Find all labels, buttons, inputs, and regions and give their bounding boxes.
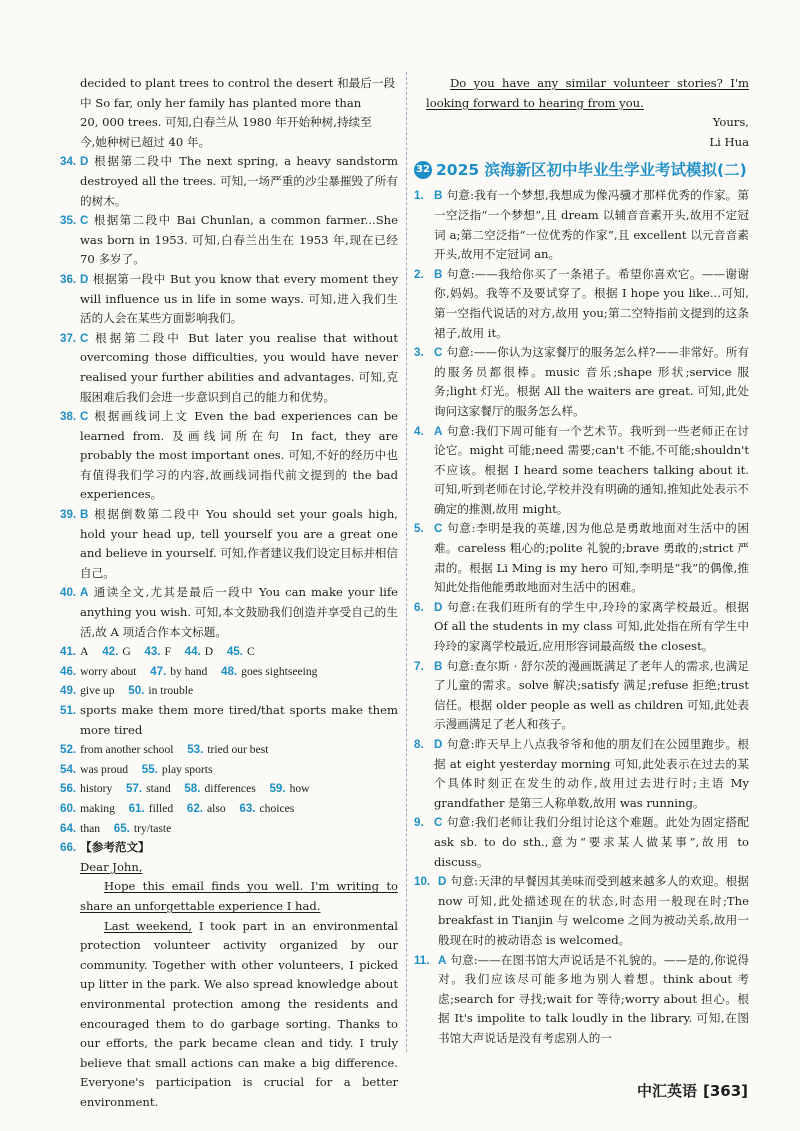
answer-item-4: 4. A 句意:我们下周可能有一个艺术节。我听到一些老师正在讨论它。might 可能;need 需要;can't 不能,不可能;shouldn't 不应该。根据 I heard some teachers talking about it. 可知,听到老师在讨论,学校并没有明确的通知,推知此处表示不确定的推测,故用 might。 — [414, 423, 749, 516]
answer-item-6: 6. D 句意:在我们班所有的学生中,玲玲的家离学校最近。根据 Of all the students in my class 可知,此处指在所有学生中玲玲的家离学校最近,应用形容词最高级 the closest。 — [414, 599, 749, 654]
essay-heading: 66. 【参考范文】 — [60, 840, 150, 855]
publication-name: 中汇英语 — [636, 1082, 697, 1100]
letter-closing: Yours, — [712, 115, 749, 130]
continued-line: 中 So far, only her family has planted more than — [80, 95, 362, 110]
continued-explanation — [60, 74, 398, 152]
answers-row-46-48: 46. worry about 47. by hand 48. goes sightseeing — [60, 664, 318, 678]
answer-item-3: 3. C 句意:——你认为这家餐厅的服务怎么样?——非常好。所有的服务员都很棒。music 音乐;shape 形状;service 服务;light 灯光。根据 All the waiters are great. 可知,此处询问这家餐厅的服务怎么样。 — [414, 345, 749, 418]
answer-item-38: 38. C 根据画线词上文 Even the bad experiences can be learned from. 及画线词所在句 In fact, they are probably the most important ones. 可知,不好的经历中也有值得我们学习的内容,故画线词指代前文提到的 the bad experiences。 — [60, 409, 398, 502]
answers-row-51: 51. sports make them more tired/that sports make them more tired — [60, 703, 398, 737]
answer-item-36: 36. D 根据第一段中 But you know that every moment they will influence us in life in some ways. 可知,进入我们生活的人会在某些方面影响我们。 — [60, 271, 398, 326]
right-column — [414, 74, 749, 1049]
letter-ending — [414, 74, 749, 152]
answer-item-35: 35. C 根据第二段中 Bai Chunlan, a common farmer...She was born in 1953. 可知,白春兰出生在 1953 年,现在已经 70 多岁了。 — [60, 213, 398, 267]
answer-item-37: 37. C 根据第二段中 But later you realise that without overcoming those difficulties, you would have never realised your further abilities and advantages. 可知,克服困难后我们会进一步意识到自己的能力和优势。 — [60, 330, 398, 404]
section-title-text: 2025 滨海新区初中毕业生学业考试模拟(二) — [436, 161, 747, 180]
continued-line: 今,她种树已超过 40 年。 — [80, 134, 211, 149]
answer-item-39: 39. B 根据倒数第二段中 You should set your goals high, hold your head up, tell yourself you are a great one and believe in yourself. 可知,作者建议我们设定目标并相信自己。 — [60, 507, 398, 580]
section-number-badge: 32 — [414, 161, 432, 179]
answers-row-52-53: 52. from another school 53. tried our best — [60, 743, 269, 757]
answer-item-10: 10. D 句意:天津的早餐因其美味而受到越来越多人的欢迎。根据 now 可知,此处描述现在的状态,时态用一般现在时;The breakfast in Tianjin 与 welcome 之间为被动关系,故用一般现在时的被动语态 is welcomed。 — [414, 874, 749, 947]
answers-row-56-59: 56. history 57. stand 58. differences 59. how — [60, 782, 310, 796]
answer-item-11: 11. A 句意:——在图书馆大声说话是不礼貌的。——是的,你说得对。我们应该尽可能多地为别人着想。think about 考虑;search for 寻找;wait for 等待;worry about 担心。根据 It's impolite to talk loudly in the library. 可知,在图书馆大声说话是没有考虑别人的一 — [414, 952, 749, 1045]
answer-item-9: 9. C 句意:我们老师让我们分组讨论这个难题。此处为固定搭配 ask sb. to do sth.,意为“要求某人做某事”,故用 to discuss。 — [414, 815, 749, 869]
answers-row-49-50: 49. give up 50. in trouble — [60, 684, 194, 698]
page-number: [363] — [702, 1081, 748, 1100]
answers-row-60-63: 60. making 61. filled 62. also 63. choices — [60, 801, 295, 815]
answer-item-1: 1. B 句意:我有一个梦想,我想成为像冯骥才那样优秀的作家。第一空泛指“一个梦想”,且 dream 以辅音音素开头,故用不定冠词 a;第二空泛指“一位优秀的作家”,且 excellent 以元音音素开头,故用不定冠词 an。 — [414, 188, 749, 262]
essay-greeting: Dear John, — [80, 859, 143, 874]
essay-paragraph-2: Last weekend, I took part in an environmental protection volunteer activity organized by our community. Together with other volunteers, I picked up litter in the park. We also spread knowledge about environmental protection among the residents and encouraged them to do garbage sorting. Thanks to our efforts, the park became clean and tidy. I truly believe that small actions can make a big difference. Everyone's participation is crucial for a better environment. — [80, 918, 398, 1109]
section-title — [414, 158, 749, 182]
answer-item-8: 8. D 句意:昨天早上八点我爷爷和他的朋友们在公园里跑步。根据 at eight yesterday morning 可知,此处表示在过去的某个具体时刻正在发生的动作,故用过去进行时;主语 My grandfather 是第三人称单数,故用 was running。 — [414, 737, 749, 810]
answer-item-5: 5. C 句意:李明是我的英雄,因为他总是勇敢地面对生活中的困难。careless 粗心的;polite 礼貌的;brave 勇敢的;strict 严肃的。根据 Li Ming is my hero 可知,李明是“我”的偶像,推知此处指他能勇敢地面对生活中的困难。 — [414, 521, 749, 595]
answer-item-34: 34. D 根据第二段中 The next spring, a heavy sandstorm destroyed all the trees. 可知,一场严重的沙尘暴摧毁了所有的树木。 — [60, 154, 398, 208]
column-divider — [406, 72, 407, 1052]
answers-row-54-55: 54. was proud 55. play sports — [60, 762, 213, 776]
model-essay — [60, 858, 398, 1113]
essay-paragraph-1: Hope this email finds you well. I'm writing to share an unforgettable experience I had. — [80, 879, 398, 913]
answer-item-7: 7. B 句意:查尔斯 · 舒尔茨的漫画既满足了老年人的需求,也满足了儿童的需求。solve 解决;satisfy 满足;refuse 拒绝;trust 信任。根据 older people as well as children 可知,此处表示漫画满足了老人和孩子。 — [414, 658, 749, 732]
page-footer — [637, 1080, 748, 1101]
answers-row-64-65: 64. than 65. try/taste — [60, 821, 172, 835]
answers-row-41-45: 41. A 42. G 43. F 44. D 45. C — [60, 645, 255, 659]
left-column — [60, 74, 398, 1112]
letter-closing-paragraph: Do you have any similar volunteer stories? I'm looking forward to hearing from you. — [426, 76, 749, 110]
continued-line: 20, 000 trees. 可知,白春兰从 1980 年开始种树,持续至 — [80, 115, 372, 130]
letter-signature: Li Hua — [709, 134, 749, 149]
continued-line: decided to plant trees to control the desert 和最后一段 — [80, 76, 396, 90]
answer-item-40: 40. A 通读全文,尤其是最后一段中 You can make your life anything you wish. 可知,本文鼓励我们创造并享受自己的生活,故 A 项适合作本文标题。 — [60, 585, 398, 639]
answer-item-2: 2. B 句意:——我给你买了一条裙子。希望你喜欢它。——谢谢你,妈妈。我等不及要试穿了。根据 I hope you like...可知,第一空指代说话的对方,故用 you;第二空特指前文提到的这条裙子,故用 it。 — [414, 266, 749, 340]
